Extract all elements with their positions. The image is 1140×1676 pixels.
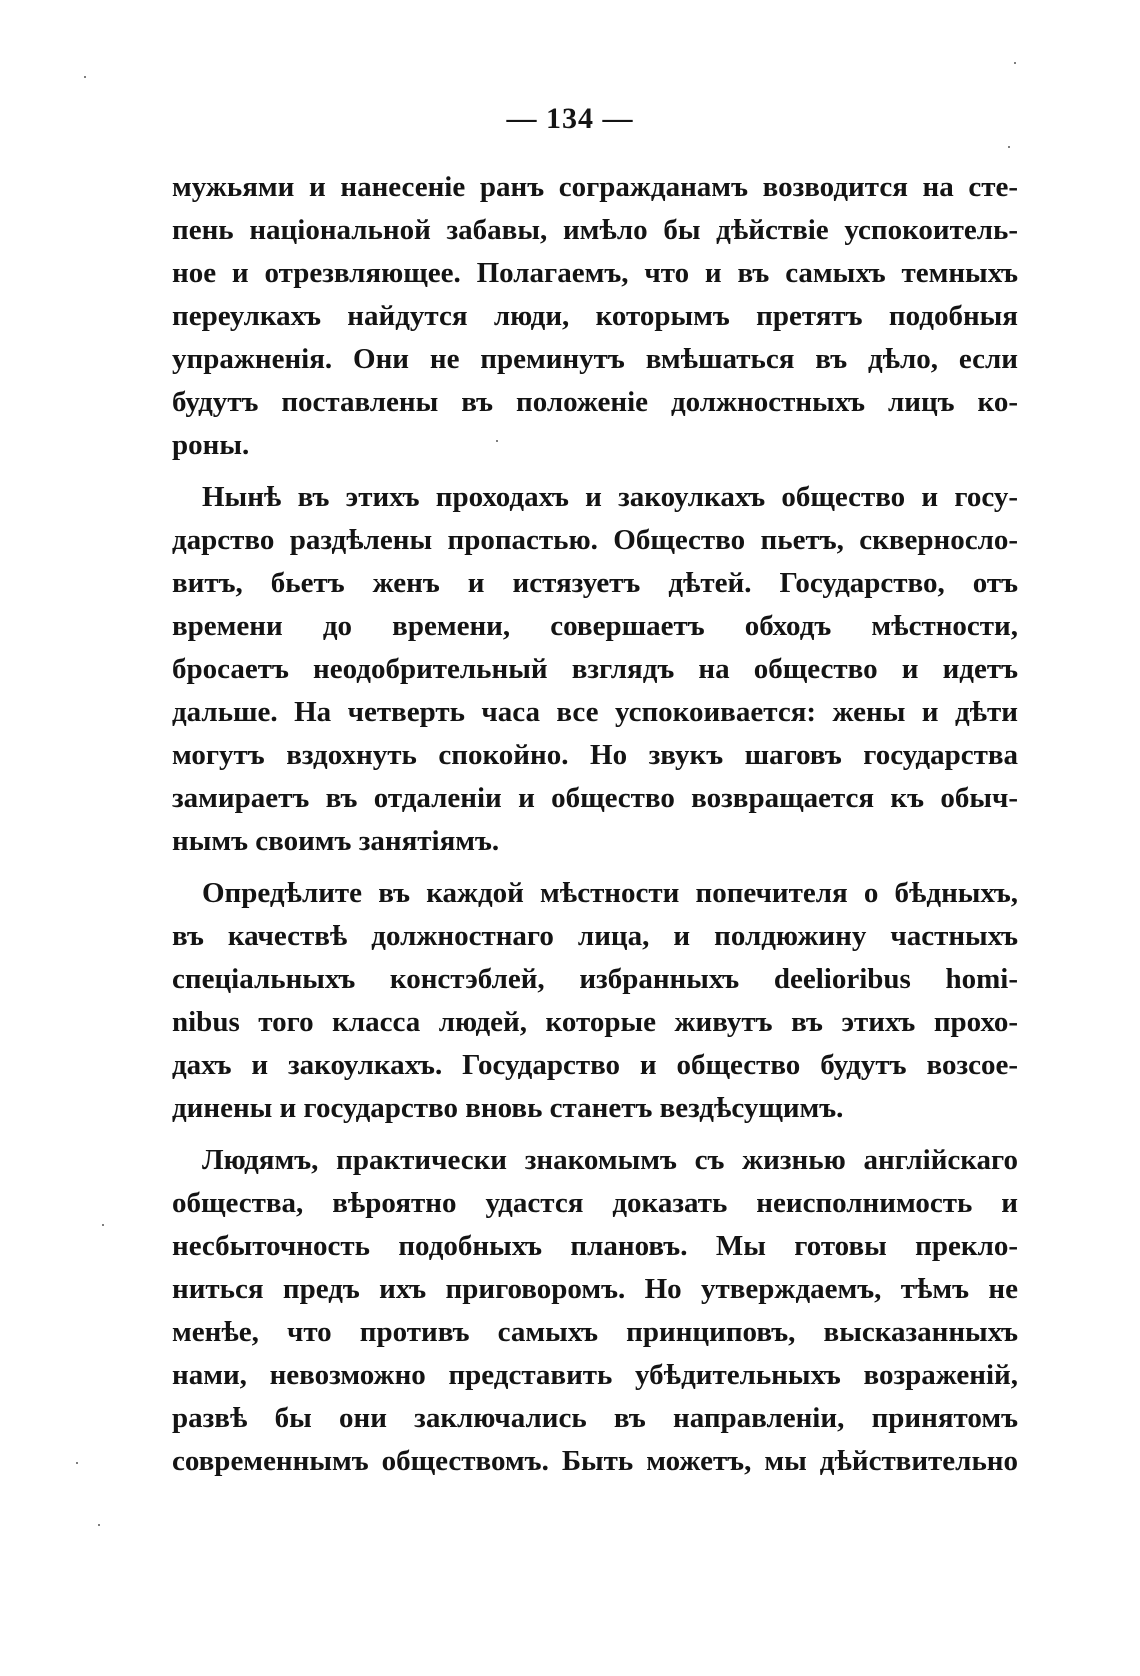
text-line: дахъ и закоулкахъ. Государство и общество будутъ возсое- xyxy=(172,1049,1018,1081)
text-line: будутъ поставлены въ положеніе должностныхъ лицъ ко- xyxy=(172,386,1018,418)
text-line: времени до времени, совершаетъ обходъ мѣстности, xyxy=(172,610,1018,642)
text-line: несбыточность подобныхъ плановъ. Мы готовы прекло- xyxy=(172,1230,1018,1262)
text-line: нымъ своимъ занятіямъ. xyxy=(172,825,500,857)
text-line: ное и отрезвляющее. Полагаемъ, что и въ самыхъ темныхъ xyxy=(172,257,1018,289)
paragraph-1 xyxy=(172,166,1018,467)
text-line: переулкахъ найдутся люди, которымъ претятъ подобныя xyxy=(172,300,1018,332)
text-line: бросаетъ неодобрительный взглядъ на общество и идетъ xyxy=(172,653,1018,685)
paragraph-4 xyxy=(172,1139,1018,1483)
paragraph-3 xyxy=(172,872,1018,1130)
text-line: развѣ бы они заключались въ направленіи, принятомъ xyxy=(172,1402,1018,1434)
text-line: nibus того класса людей, которые живутъ въ этихъ прохо- xyxy=(172,1006,1018,1038)
scan-speck xyxy=(1014,62,1016,64)
text-line: Людямъ, практически знакомымъ съ жизнью англійскаго xyxy=(202,1144,1018,1176)
text-line: современнымъ обществомъ. Быть можетъ, мы дѣйствительно xyxy=(172,1445,1018,1477)
text-line: дальше. На четверть часа все успокоивается: жены и дѣти xyxy=(172,696,1018,728)
text-line: пень національной забавы, имѣло бы дѣйствіе успокоитель- xyxy=(172,214,1018,246)
text-line: роны. xyxy=(172,429,250,461)
scan-speck xyxy=(1008,146,1010,148)
text-line: замираетъ въ отдаленіи и общество возвращается къ обыч- xyxy=(172,782,1018,814)
text-line: общества, вѣроятно удастся доказать неисполнимость и xyxy=(172,1187,1018,1219)
text-line: мужьями и нанесеніе ранъ согражданамъ возводится на сте- xyxy=(172,171,1018,203)
page-number: — 134 — xyxy=(506,102,634,135)
text-line: Опредѣлите въ каждой мѣстности попечителя о бѣдныхъ, xyxy=(202,877,1018,909)
scan-speck xyxy=(98,1524,100,1526)
text-line: упражненія. Они не преминутъ вмѣшаться въ дѣло, если xyxy=(172,343,1018,375)
scan-speck xyxy=(84,76,86,78)
text-line: въ качествѣ должностнаго лица, и полдюжину частныхъ xyxy=(172,920,1018,952)
body-text xyxy=(172,166,1018,1483)
scan-speck xyxy=(76,1462,78,1464)
text-line: дарство раздѣлены пропастью. Общество пьетъ, скверносло- xyxy=(172,524,1018,556)
text-line: витъ, бьетъ женъ и истязуетъ дѣтей. Государство, отъ xyxy=(172,567,1018,599)
paragraph-2 xyxy=(172,476,1018,863)
text-line: менѣе, что противъ самыхъ принциповъ, высказанныхъ xyxy=(172,1316,1018,1348)
text-line: нами, невозможно представить убѣдительныхъ возраженій, xyxy=(172,1359,1018,1391)
text-line: динены и государство вновь станетъ вездѣсущимъ. xyxy=(172,1092,844,1124)
text-line: ниться предъ ихъ приговоромъ. Но утверждаемъ, тѣмъ не xyxy=(172,1273,1018,1305)
scan-speck xyxy=(102,1224,104,1226)
text-line: спеціальныхъ констэблей, избранныхъ deelioribus homi- xyxy=(172,963,1018,995)
text-line: могутъ вздохнуть спокойно. Но звукъ шаговъ государства xyxy=(172,739,1018,771)
scan-speck xyxy=(496,440,498,442)
text-line: Нынѣ въ этихъ проходахъ и закоулкахъ общество и госу- xyxy=(202,481,1018,513)
